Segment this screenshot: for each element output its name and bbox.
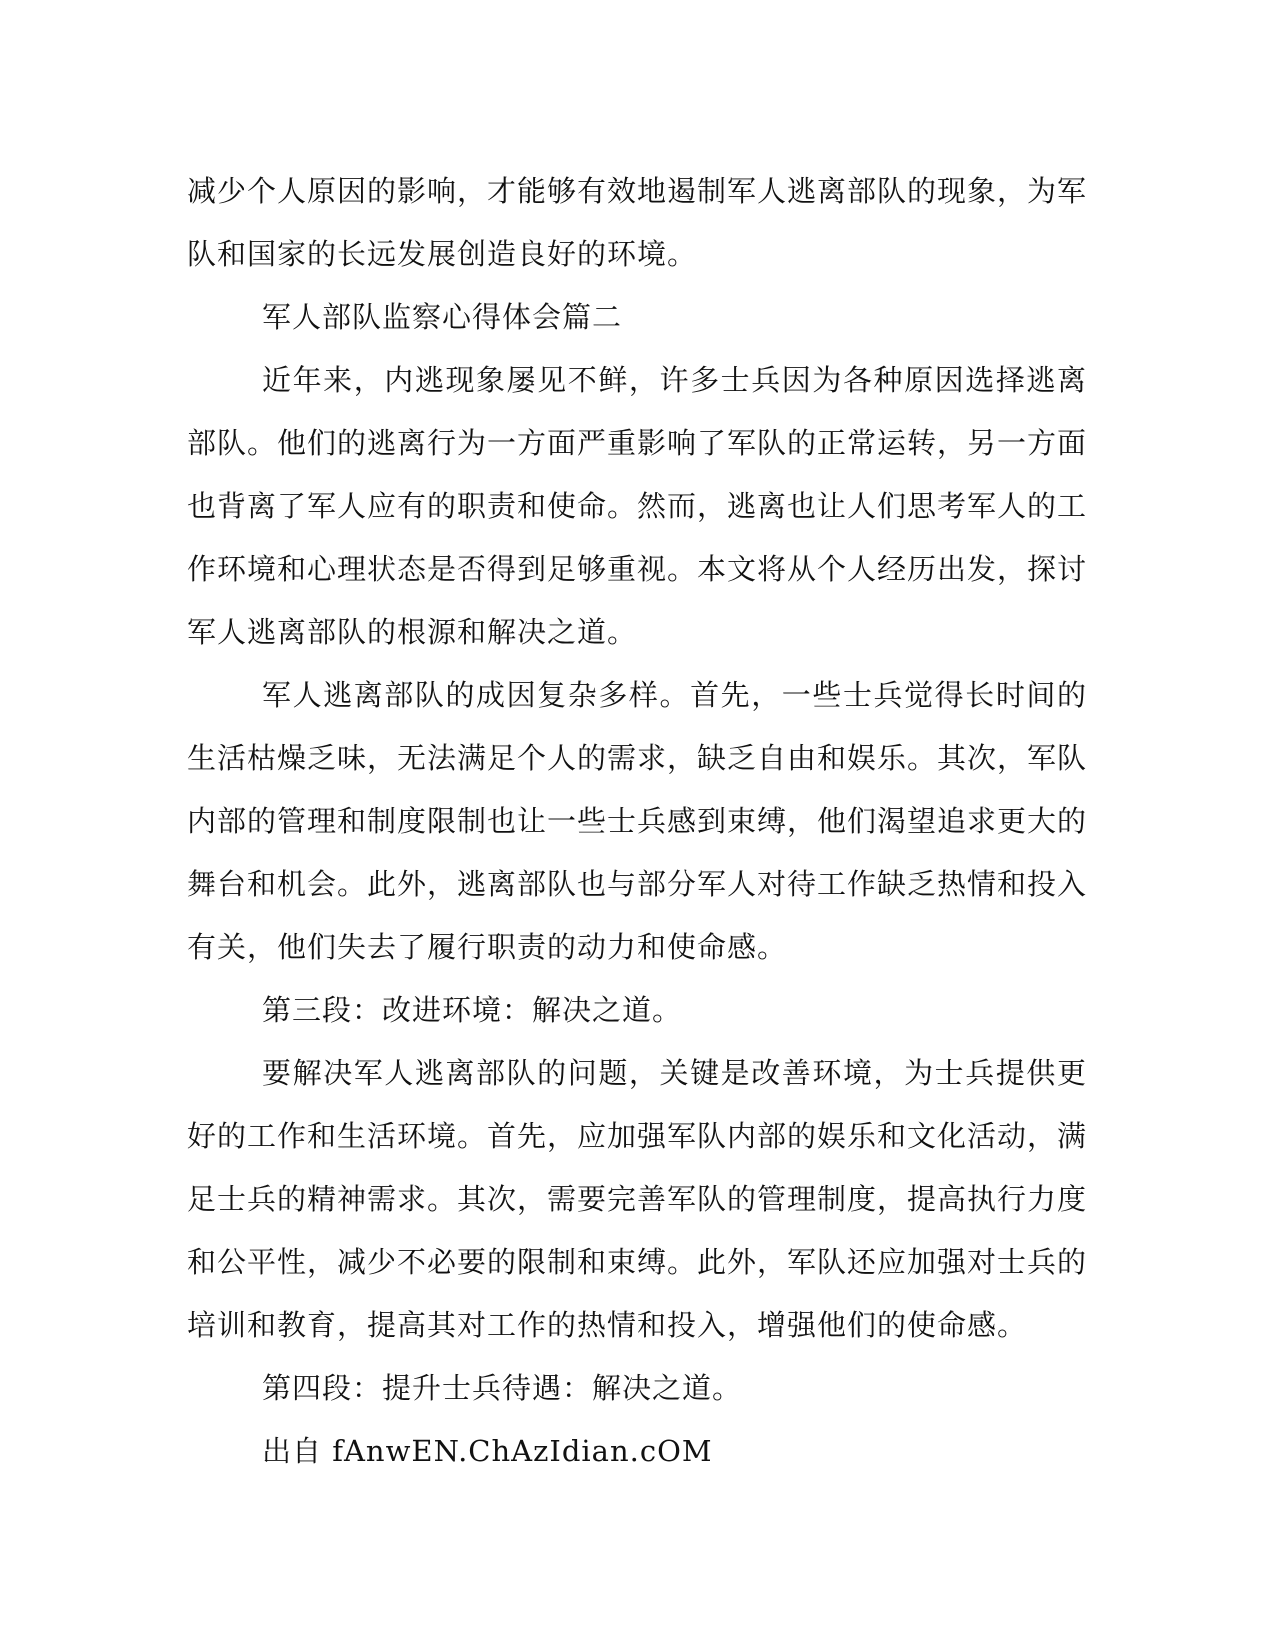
paragraph-intro: 近年来，内逃现象屡见不鲜，许多士兵因为各种原因选择逃离部队。他们的逃离行为一方面严重影响了军队的正常运转，另一方面也背离了军人应有的职责和使命。然而，逃离也让人们思考军人的工作环境和心理状态是否得到足够重视。本文将从个人经历出发，探讨军人逃离部队的根源和解决之道。 (187, 363, 1088, 649)
article-title: 军人部队监察心得体会篇二 (262, 300, 623, 334)
paragraph-causes: 军人逃离部队的成因复杂多样。首先，一些士兵觉得长时间的生活枯燥乏味，无法满足个人的需求，缺乏自由和娱乐。其次，军队内部的管理和制度限制也让一些士兵感到束缚，他们渴望追求更大的舞台和机会。此外，逃离部队也与部分军人对待工作缺乏热情和投入有关，他们失去了履行职责的动力和使命感。 (187, 678, 1088, 964)
section-heading-3: 第三段：改进环境：解决之道。 (262, 993, 683, 1027)
source-line: 出自 fAnwEN.ChAzIdian.cOM (262, 1434, 713, 1468)
paragraph-continuation: 减少个人原因的影响，才能够有效地遏制军人逃离部队的现象，为军队和国家的长远发展创造良好的环境。 (187, 174, 1088, 271)
document-body (187, 160, 1087, 1483)
section-heading-4: 第四段：提升士兵待遇：解决之道。 (262, 1371, 743, 1405)
paragraph-environment: 要解决军人逃离部队的问题，关键是改善环境，为士兵提供更好的工作和生活环境。首先，应加强军队内部的娱乐和文化活动，满足士兵的精神需求。其次，需要完善军队的管理制度，提高执行力度和公平性，减少不必要的限制和束缚。此外，军队还应加强对士兵的培训和教育，提高其对工作的热情和投入，增强他们的使命感。 (187, 1056, 1088, 1342)
